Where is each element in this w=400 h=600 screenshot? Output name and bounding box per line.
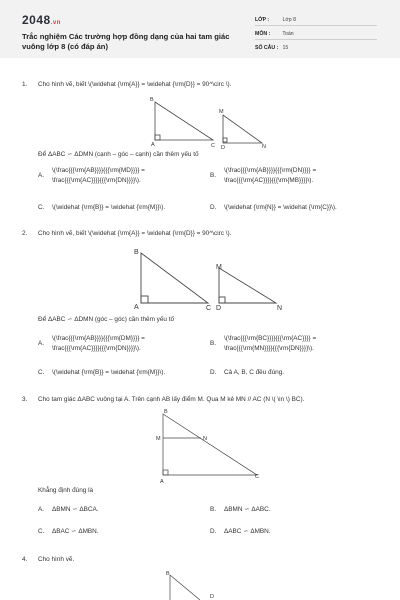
question-number: 3. [22,396,28,403]
segment [170,575,200,600]
option-letter: B. [210,340,217,347]
option-text: ΔBAC ∽ ΔMBN. [52,528,99,535]
vertex-label: A [134,304,139,311]
vertex-label: C [211,143,215,149]
vertex-label: D [221,145,225,151]
logo-suffix: .vn [50,20,61,26]
question-text: Cho hình vẽ, biết \(\widehat {\rm{A}} = \widehat {\rm{D}} = 90^\circ \). [38,230,232,237]
option-letter: D. [210,369,217,376]
option-text: \(\frac{{{\rm{AB}}}}{{{\rm{DM}}}} = [52,335,145,342]
question-text: Cho hình vẽ, biết \(\widehat {\rm{A}} = \widehat {\rm{D}} = 90^\circ \). [38,81,232,88]
subject-label: MÔN : [255,31,271,37]
vertex-label: A [151,142,155,148]
question-number: 4. [22,556,28,563]
vertex-label: M [216,264,222,271]
vertex-label: M [156,436,161,442]
question-prompt: Để ΔABC ∽ ΔDMN (cạnh – góc – cạnh) cần thêm yếu tố [38,151,199,158]
option-text: \(\frac{{{\rm{AB}}}}{{{\rm{MD}}}} = [52,167,145,174]
vertex-label: B [166,571,170,577]
vertex-label: C [255,474,259,480]
option-text: \(\widehat {\rm{B}} = \widehat {\rm{M}}\). [52,369,166,376]
option-letter: A. [38,172,45,179]
vertex-label: B [134,249,139,256]
class-value: Lớp 8 [282,17,296,23]
option-letter: B. [210,172,217,179]
option-text: \(\frac{{{\rm{AB}}}}{{{\rm{DN}}}} = [224,167,317,174]
option-text: \frac{{{\rm{AC}}}}{{{\rm{DN}}}}\). [52,345,141,352]
question-text: Cho tam giác ΔABC vuông tại A. Trên cạnh AB lấy điểm M. Qua M kẻ MN // AC (N \( \in \) BC). [38,396,305,403]
option-text: ΔABC ∽ ΔMBN. [224,528,271,535]
option-text: \(\widehat {\rm{B}} = \widehat {\rm{M}}\). [52,204,166,211]
option-text: \frac{{{\rm{MN}}}}{{{\rm{DN}}}}\). [224,345,314,352]
option-text: \frac{{{\rm{AC}}}}{{{\rm{MB}}}}\). [224,177,314,184]
title-line-2: vuông lớp 8 (có đáp án) [22,42,108,51]
option-letter: D. [210,528,217,535]
vertex-label: D [216,305,222,312]
option-text: \frac{{{\rm{AC}}}}{{{\rm{DN}}}}\). [52,177,141,184]
vertex-label: N [277,305,283,312]
option-letter: B. [210,506,217,513]
option-letter: C. [38,369,45,376]
vertex-label: C [206,305,212,312]
option-text: Cả A, B, C đều đúng. [224,369,285,376]
count-label: SỐ CÂU : [255,45,279,51]
vertex-label: N [262,144,266,150]
option-text: ΔBMN ∽ ΔABC. [224,506,271,513]
vertex-label: D [210,594,214,600]
count-value: 15 [282,45,289,51]
option-letter: D. [210,204,217,211]
subject-value: Toán [282,31,294,37]
option-letter: C. [38,204,45,211]
title-line-1: Trắc nghiệm Các trường hợp đồng dạng của hai tam giác [22,32,230,41]
option-letter: A. [38,506,45,513]
vertex-label: B [164,409,168,415]
class-label: LỚP : [255,17,270,23]
vertex-label: B [150,97,154,103]
option-text: \(\widehat {\rm{N}} = \widehat {\rm{C}}\). [224,204,337,211]
vertex-label: N [203,436,207,442]
question-number: 2. [22,230,28,237]
option-text: ΔBMN ∽ ΔBCA. [52,506,99,513]
logo-main: 2048 [22,13,51,27]
question-text: Cho hình vẽ. [38,556,75,563]
option-letter: A. [38,340,45,347]
question-prompt: Để ΔABC ∽ ΔDMN (góc – góc) cần thêm yếu tố [38,316,175,323]
question-number: 1. [22,81,28,88]
vertex-label: A [160,479,164,485]
option-text: \(\frac{{{\rm{BC}}}}{{{\rm{AC}}}} = [224,335,317,342]
question-prompt: Khẳng định đúng là [38,487,94,494]
vertex-label: M [219,109,224,115]
option-letter: C. [38,528,45,535]
